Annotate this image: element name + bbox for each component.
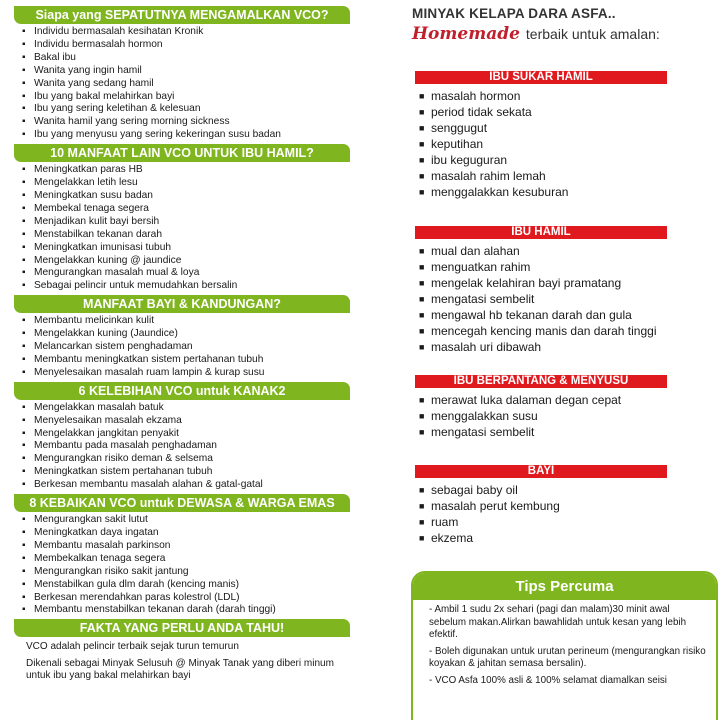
list-item: ▪ Membekal tenaga segera <box>22 203 350 216</box>
list-item: ▪ Membantu melicinkan kulit <box>22 315 350 328</box>
list-item: ▪ Mengurangkan risiko deman & selsema <box>22 453 350 466</box>
fact-paragraph: VCO adalah pelincir terbaik sejak turun temurun <box>26 641 239 653</box>
list-item: ▪ Menjadikan kulit bayi bersih <box>22 216 350 229</box>
list-item: ▪ Membekalkan tenaga segera <box>22 553 350 566</box>
list-item: ■ ekzema <box>419 530 667 546</box>
list-item: ▪ Meningkatkan daya ingatan <box>22 527 350 540</box>
section-ibu-sukar-hamil <box>415 71 667 200</box>
tips-box <box>411 571 718 720</box>
list-item: ▪ Ibu yang sering keletihan & kelesuan <box>22 103 350 116</box>
list-adult-benefits <box>14 512 350 619</box>
list-item: ■ ruam <box>419 514 667 530</box>
list-item: ▪ Membantu pada masalah penghadaman <box>22 440 350 453</box>
section-title-children-benefits: 6 KELEBIHAN VCO untuk KANAK2 <box>14 382 350 400</box>
list-item: ▪ Menstabilkan tekanan darah <box>22 229 350 242</box>
list-item: ▪ Menyelesaikan masalah ekzama <box>22 415 350 428</box>
tip-item: - VCO Asfa 100% asli & 100% selamat diamalkan seisi <box>429 674 667 686</box>
list-ibu-berpantang <box>415 392 667 440</box>
list-item: ▪ Berkesan merendahkan paras kolestrol (LDL) <box>22 592 350 605</box>
list-item: ■ mual dan alahan <box>419 243 667 259</box>
list-item: ■ mengelak kelahiran bayi pramatang <box>419 275 667 291</box>
list-item: ▪ Mengurangkan sakit lutut <box>22 514 350 527</box>
section-title-who-should-use: Siapa yang SEPATUTNYA MENGAMALKAN VCO? <box>14 6 350 24</box>
list-item: ▪ Wanita hamil yang sering morning sickness <box>22 116 350 129</box>
list-item: ■ mengatasi sembelit <box>419 291 667 307</box>
list-item: ▪ Membantu meningkatkan sistem pertahanan tubuh <box>22 354 350 367</box>
list-children-benefits <box>14 400 350 494</box>
list-item: ▪ Mengelakkan jangkitan penyakit <box>22 428 350 441</box>
section-ibu-berpantang <box>415 375 667 440</box>
list-bayi <box>415 482 667 546</box>
list-item: ▪ Membantu menstabilkan tekanan darah (darah tinggi) <box>22 604 350 617</box>
section-title-bayi: BAYI <box>415 465 667 478</box>
list-item: ▪ Meningkatkan imunisasi tubuh <box>22 242 350 255</box>
list-item: ▪ Mengelakkan kuning @ jaundice <box>22 255 350 268</box>
list-item: ■ masalah hormon <box>419 88 667 104</box>
section-title-facts: FAKTA YANG PERLU ANDA TAHU! <box>14 619 350 637</box>
list-item: ■ ibu keguguran <box>419 152 667 168</box>
section-ibu-hamil <box>415 226 667 355</box>
list-item: ▪ Melancarkan sistem penghadaman <box>22 341 350 354</box>
list-item: ■ masalah rahim lemah <box>419 168 667 184</box>
list-item: ▪ Meningkatkan susu badan <box>22 190 350 203</box>
list-pregnancy-benefits <box>14 162 350 295</box>
tip-item: - Ambil 1 sudu 2x sehari (pagi dan malam)30 minit awal sebelum makan.Alirkan bawahlidah untuk kesan yang lebih efektif. <box>429 604 687 641</box>
list-item: ▪ Menyelesaikan masalah ruam lampin & kurap susu <box>22 367 350 380</box>
page-title: MINYAK KELAPA DARA ASFA.. <box>412 6 616 21</box>
list-item: ▪ Membantu masalah parkinson <box>22 540 350 553</box>
tips-title: Tips Percuma <box>413 573 716 600</box>
list-item: ▪ Sebagai pelincir untuk memudahkan bersalin <box>22 280 350 293</box>
list-item: ■ masalah perut kembung <box>419 498 667 514</box>
list-item: ■ menggalakkan susu <box>419 408 667 424</box>
list-item: ▪ Mengelakkan kuning (Jaundice) <box>22 328 350 341</box>
list-item: ▪ Wanita yang sedang hamil <box>22 78 350 91</box>
section-bayi <box>415 465 667 546</box>
list-item: ▪ Wanita yang ingin hamil <box>22 65 350 78</box>
section-title-ibu-berpantang: IBU BERPANTANG & MENYUSU <box>415 375 667 388</box>
list-item: ▪ Menstabilkan gula dlm darah (kencing manis) <box>22 579 350 592</box>
list-item: ▪ Berkesan membantu masalah alahan & gatal-gatal <box>22 479 350 492</box>
list-item: ▪ Individu bermasalah kesihatan Kronik <box>22 26 350 39</box>
list-item: ■ mengatasi sembelit <box>419 424 667 440</box>
list-item: ▪ Mengurangkan risiko sakit jantung <box>22 566 350 579</box>
section-title-pregnancy-benefits: 10 MANFAAT LAIN VCO UNTUK IBU HAMIL? <box>14 144 350 162</box>
section-title-ibu-hamil: IBU HAMIL <box>415 226 667 239</box>
list-item: ▪ Meningkatkan sistem pertahanan tubuh <box>22 466 350 479</box>
list-item: ▪ Ibu yang bakal melahirkan bayi <box>22 91 350 104</box>
list-baby-benefits <box>14 313 350 382</box>
list-item: ▪ Meningkatkan paras HB <box>22 164 350 177</box>
list-item: ▪ Individu bermasalah hormon <box>22 39 350 52</box>
list-ibu-sukar-hamil <box>415 88 667 200</box>
list-item: ▪ Mengelakkan letih lesu <box>22 177 350 190</box>
list-who-should-use <box>14 24 350 144</box>
section-title-ibu-sukar-hamil: IBU SUKAR HAMIL <box>415 71 667 84</box>
list-ibu-hamil <box>415 243 667 355</box>
list-item: ▪ Mengurangkan masalah mual & loya <box>22 267 350 280</box>
list-item: ■ period tidak sekata <box>419 104 667 120</box>
list-item: ■ merawat luka dalaman degan cepat <box>419 392 667 408</box>
list-item: ■ sebagai baby oil <box>419 482 667 498</box>
list-item: ▪ Ibu yang menyusu yang sering kekeringan susu badan <box>22 129 350 142</box>
list-item: ■ menguatkan rahim <box>419 259 667 275</box>
list-item: ■ mengawal hb tekanan darah dan gula <box>419 307 667 323</box>
left-column <box>14 6 350 683</box>
homemade-script-text: Homemade <box>412 24 520 44</box>
list-item: ▪ Bakal ibu <box>22 52 350 65</box>
fact-paragraph: Dikenali sebagai Minyak Selusuh @ Minyak Tanak yang diberi minum untuk ibu yang bakal melahirkan bayi <box>26 657 334 682</box>
section-title-adult-benefits: 8 KEBAIKAN VCO untuk DEWASA & WARGA EMAS <box>14 494 350 512</box>
list-item: ■ keputihan <box>419 136 667 152</box>
tip-item: - Boleh digunakan untuk urutan perineum (mengurangkan risiko koyakan & jahitan semasa bersalin). <box>429 645 706 670</box>
list-item: ■ mencegah kencing manis dan darah tinggi <box>419 323 667 339</box>
list-item: ■ masalah uri dibawah <box>419 339 667 355</box>
list-item: ■ senggugut <box>419 120 667 136</box>
section-title-baby-benefits: MANFAAT BAYI & KANDUNGAN? <box>14 295 350 313</box>
list-item: ■ menggalakkan kesuburan <box>419 184 667 200</box>
page-subtitle <box>412 24 660 44</box>
subtitle-text: terbaik untuk amalan: <box>525 26 660 42</box>
list-item: ▪ Mengelakkan masalah batuk <box>22 402 350 415</box>
